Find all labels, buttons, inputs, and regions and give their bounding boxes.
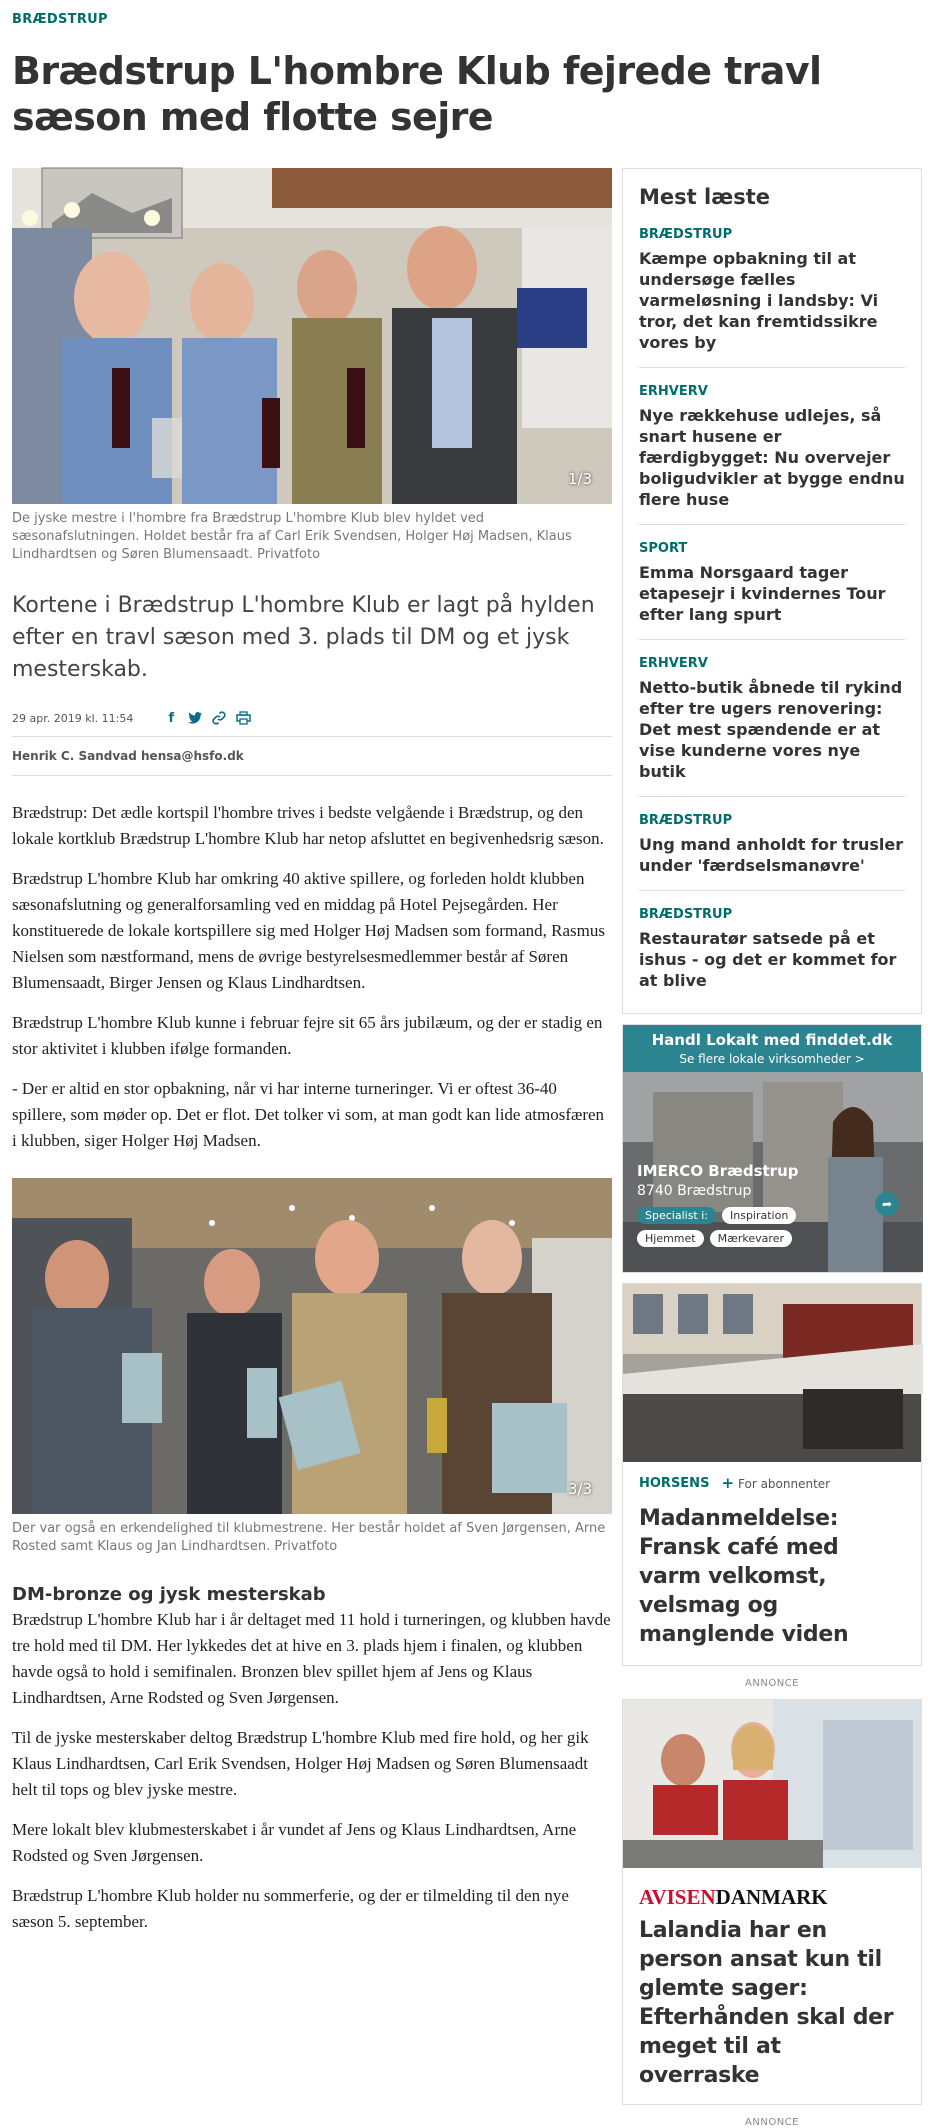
teaser-body <box>623 1462 921 1665</box>
finddet-link[interactable]: Se flere lokale virksomheder > <box>679 1052 865 1066</box>
most-read-item[interactable] <box>639 227 905 368</box>
article-lead: Kortene i Brædstrup L'hombre Klub er lagt på hylden efter en travl sæson med 3. plads til DM og et jysk mesterskab. <box>12 593 595 682</box>
most-read-category[interactable]: SPORT <box>639 541 688 556</box>
teaser-card[interactable] <box>622 1283 922 1666</box>
article-headline: Brædstrup L'hombre Klub fejrede travl sæson med flotte sejre <box>12 49 822 139</box>
article-body-2 <box>12 1607 612 1935</box>
body-paragraph: Brædstrup: Det ædle kortspil l'hombre trives i bedste velgående i Brædstrup, og den lokale kortklub Brædstrup L'hombre Klub har netop afsluttet en begivenhedsrig sæson. <box>12 803 604 848</box>
store-name[interactable]: IMERCO Brædstrup <box>637 1162 799 1180</box>
teaser-category[interactable]: HORSENS <box>639 1475 710 1491</box>
article-byline[interactable]: Henrik C. Sandvad hensa@hsfo.dk <box>12 737 612 776</box>
most-read-item[interactable] <box>639 907 905 1005</box>
body-paragraph: - Der er altid en stor opbakning, når vi har interne turneringer. Vi er oftest 36-40 spillere, som møder op. Det er flot. Det tolker vi som, at man godt kan lide atmosfæren i klubben, siger Holger Høj Madsen. <box>12 1079 605 1150</box>
logo-part2: DANMARK <box>715 1885 828 1909</box>
print-icon[interactable] <box>235 710 251 726</box>
article-subhead: DM-bronze og jysk mesterskab <box>12 1584 326 1605</box>
most-read-item[interactable] <box>639 656 905 797</box>
body-paragraph: Brædstrup L'hombre Klub har omkring 40 aktive spillere, og forleden holdt klubben sæsonafslutning og generalforsamling ved en middag på Hotel Pejsegården. Her konstituerede de lokale kortspillere sig med Holger Høj Madsen som formand, Rasmus Nielsen som næstformand, mens de øvrige bestyrelsesmedlemmer består af Søren Blumensaadt, Birger Jensen og Klaus Lindhardtsen. <box>12 869 605 992</box>
most-read-link[interactable]: Ung mand anholdt for trusler under 'færdselsmanøvre' <box>639 835 904 875</box>
store-address: 8740 Brædstrup <box>637 1183 752 1199</box>
tag[interactable]: Hjemmet <box>637 1230 704 1247</box>
body-paragraph: Mere lokalt blev klubmesterskabet i år vundet af Jens og Klaus Lindhardtsen, Arne Rodsted og Sven Jørgensen. <box>12 1820 577 1865</box>
subscriber-text: For abonnenter <box>738 1477 831 1491</box>
tag[interactable]: Mærkevarer <box>710 1230 792 1247</box>
most-read-category[interactable]: BRÆDSTRUP <box>639 907 733 922</box>
most-read-item[interactable] <box>639 384 905 525</box>
gallery-photo-3 <box>12 1178 612 1514</box>
link-icon[interactable] <box>211 710 227 726</box>
tag-specialist: Specialist i: <box>637 1207 716 1224</box>
annonce-label: ANNONCE <box>745 1678 799 1689</box>
plus-icon: + <box>721 1474 735 1492</box>
ad-body <box>623 1873 921 2104</box>
store-info <box>637 1162 867 1247</box>
twitter-icon[interactable] <box>187 710 203 726</box>
avisen-danmark-logo[interactable] <box>639 1885 905 1910</box>
most-read-item[interactable] <box>639 541 905 640</box>
share-icons <box>163 710 251 726</box>
photo-counter: 3/3 <box>567 1480 592 1498</box>
most-read-item[interactable] <box>639 813 905 891</box>
most-read-title: Mest læste <box>639 185 770 209</box>
most-read-category[interactable]: BRÆDSTRUP <box>639 227 733 242</box>
photo-caption: De jyske mestre i l'hombre fra Brædstrup L'hombre Klub blev hyldet ved sæsonafslutningen. Holdet består fra af Carl Erik Svendsen, Holger Høj Madsen, Klaus Lindhardtsen og Søren Blumensaadt. Privatfoto <box>12 511 572 562</box>
article-main <box>12 168 612 1949</box>
photo-caption: Der var også en erkendelighed til klubmestrene. Her består holdet af Sven Jørgensen, Arne Rosted samt Klaus og Jan Lindhardtsen. Privatfoto <box>12 1521 606 1554</box>
subscriber-label <box>721 1474 830 1492</box>
logo-part1: AVISEN <box>639 1885 716 1909</box>
most-read-link[interactable]: Emma Norsgaard tager etapesejr i kvindernes Tour efter lang spurt <box>639 563 886 624</box>
article-body <box>12 800 612 1154</box>
article-meta <box>12 710 612 737</box>
most-read-category[interactable]: ERHVERV <box>639 656 708 671</box>
store-tags <box>637 1207 867 1247</box>
photo-counter: 1/3 <box>567 470 592 488</box>
finddet-header[interactable] <box>623 1025 921 1072</box>
gallery-photo-1 <box>12 168 612 504</box>
body-paragraph: Brædstrup L'hombre Klub kunne i februar fejre sit 65 års jubilæum, og der er stadig en stor aktivitet i klubben ifølge formanden. <box>12 1013 603 1058</box>
most-read-link[interactable]: Restauratør satsede på et ishus - og det er kommet for at blive <box>639 929 897 990</box>
ad-card[interactable] <box>622 1699 922 2105</box>
finddet-store-card[interactable] <box>623 1072 921 1272</box>
teaser-image[interactable] <box>623 1284 921 1462</box>
ad-image <box>623 1700 921 1868</box>
most-read-category[interactable]: BRÆDSTRUP <box>639 813 733 828</box>
tag[interactable]: Inspiration <box>722 1207 796 1224</box>
most-read-link[interactable]: Kæmpe opbakning til at undersøge fælles varmeløsning i landsby: Vi tror, det kan fremtidssikre vores by <box>639 249 879 352</box>
annonce-label: ANNONCE <box>745 2117 799 2128</box>
photo-gallery-2[interactable] <box>12 1178 612 1514</box>
finddet-title[interactable]: Handl Lokalt med finddet.dk <box>651 1031 893 1049</box>
most-read-category[interactable]: ERHVERV <box>639 384 708 399</box>
teaser-title[interactable]: Madanmeldelse: Fransk café med varm velkomst, velsmag og manglende viden <box>639 1506 849 1647</box>
publish-date: 29 apr. 2019 kl. 11:54 <box>12 711 134 725</box>
facebook-icon[interactable]: f <box>168 710 175 726</box>
most-read-box <box>622 168 922 1014</box>
photo-gallery[interactable] <box>12 168 612 504</box>
most-read-link[interactable]: Nye rækkehuse udlejes, så snart husene er færdigbygget: Nu overvejer boligudvikler at bygge endnu flere huse <box>639 406 905 509</box>
article-kicker[interactable]: BRÆDSTRUP <box>12 12 108 27</box>
body-paragraph: Brædstrup L'hombre Klub har i år deltaget med 11 hold i turneringen, og klubben havde tre hold med til DM. Her lykkedes det at hive en 3. plads hjem i finalen, og klubben havde også to hold i semifinalen. Bronzen blev spillet hjem af Jens og Klaus Lindhardtsen, Arne Rodsted og Sven Jørgensen. <box>12 1610 611 1707</box>
share-icon[interactable]: ➦ <box>875 1192 899 1216</box>
ad-title[interactable]: Lalandia har en person ansat kun til glemte sager: Efterhånden skal der meget til at overraske <box>639 1918 894 2088</box>
finddet-widget[interactable] <box>622 1024 922 1273</box>
most-read-link[interactable]: Netto-butik åbnede til rykind efter tre ugers renovering: Det mest spændende er at vise kunderne vores nye butik <box>639 678 903 781</box>
body-paragraph: Til de jyske mesterskaber deltog Brædstrup L'hombre Klub med fire hold, og her gik Klaus Lindhardtsen, Carl Erik Svendsen, Holger Høj Madsen og Søren Blumensaadt helt til tops og blev jyske mestre. <box>12 1728 589 1799</box>
sidebar <box>622 168 922 2128</box>
body-paragraph: Brædstrup L'hombre Klub holder nu sommerferie, og der er tilmelding til den nye sæson 5. september. <box>12 1886 569 1931</box>
cafe-photo <box>623 1284 921 1462</box>
teaser-meta <box>639 1474 905 1492</box>
